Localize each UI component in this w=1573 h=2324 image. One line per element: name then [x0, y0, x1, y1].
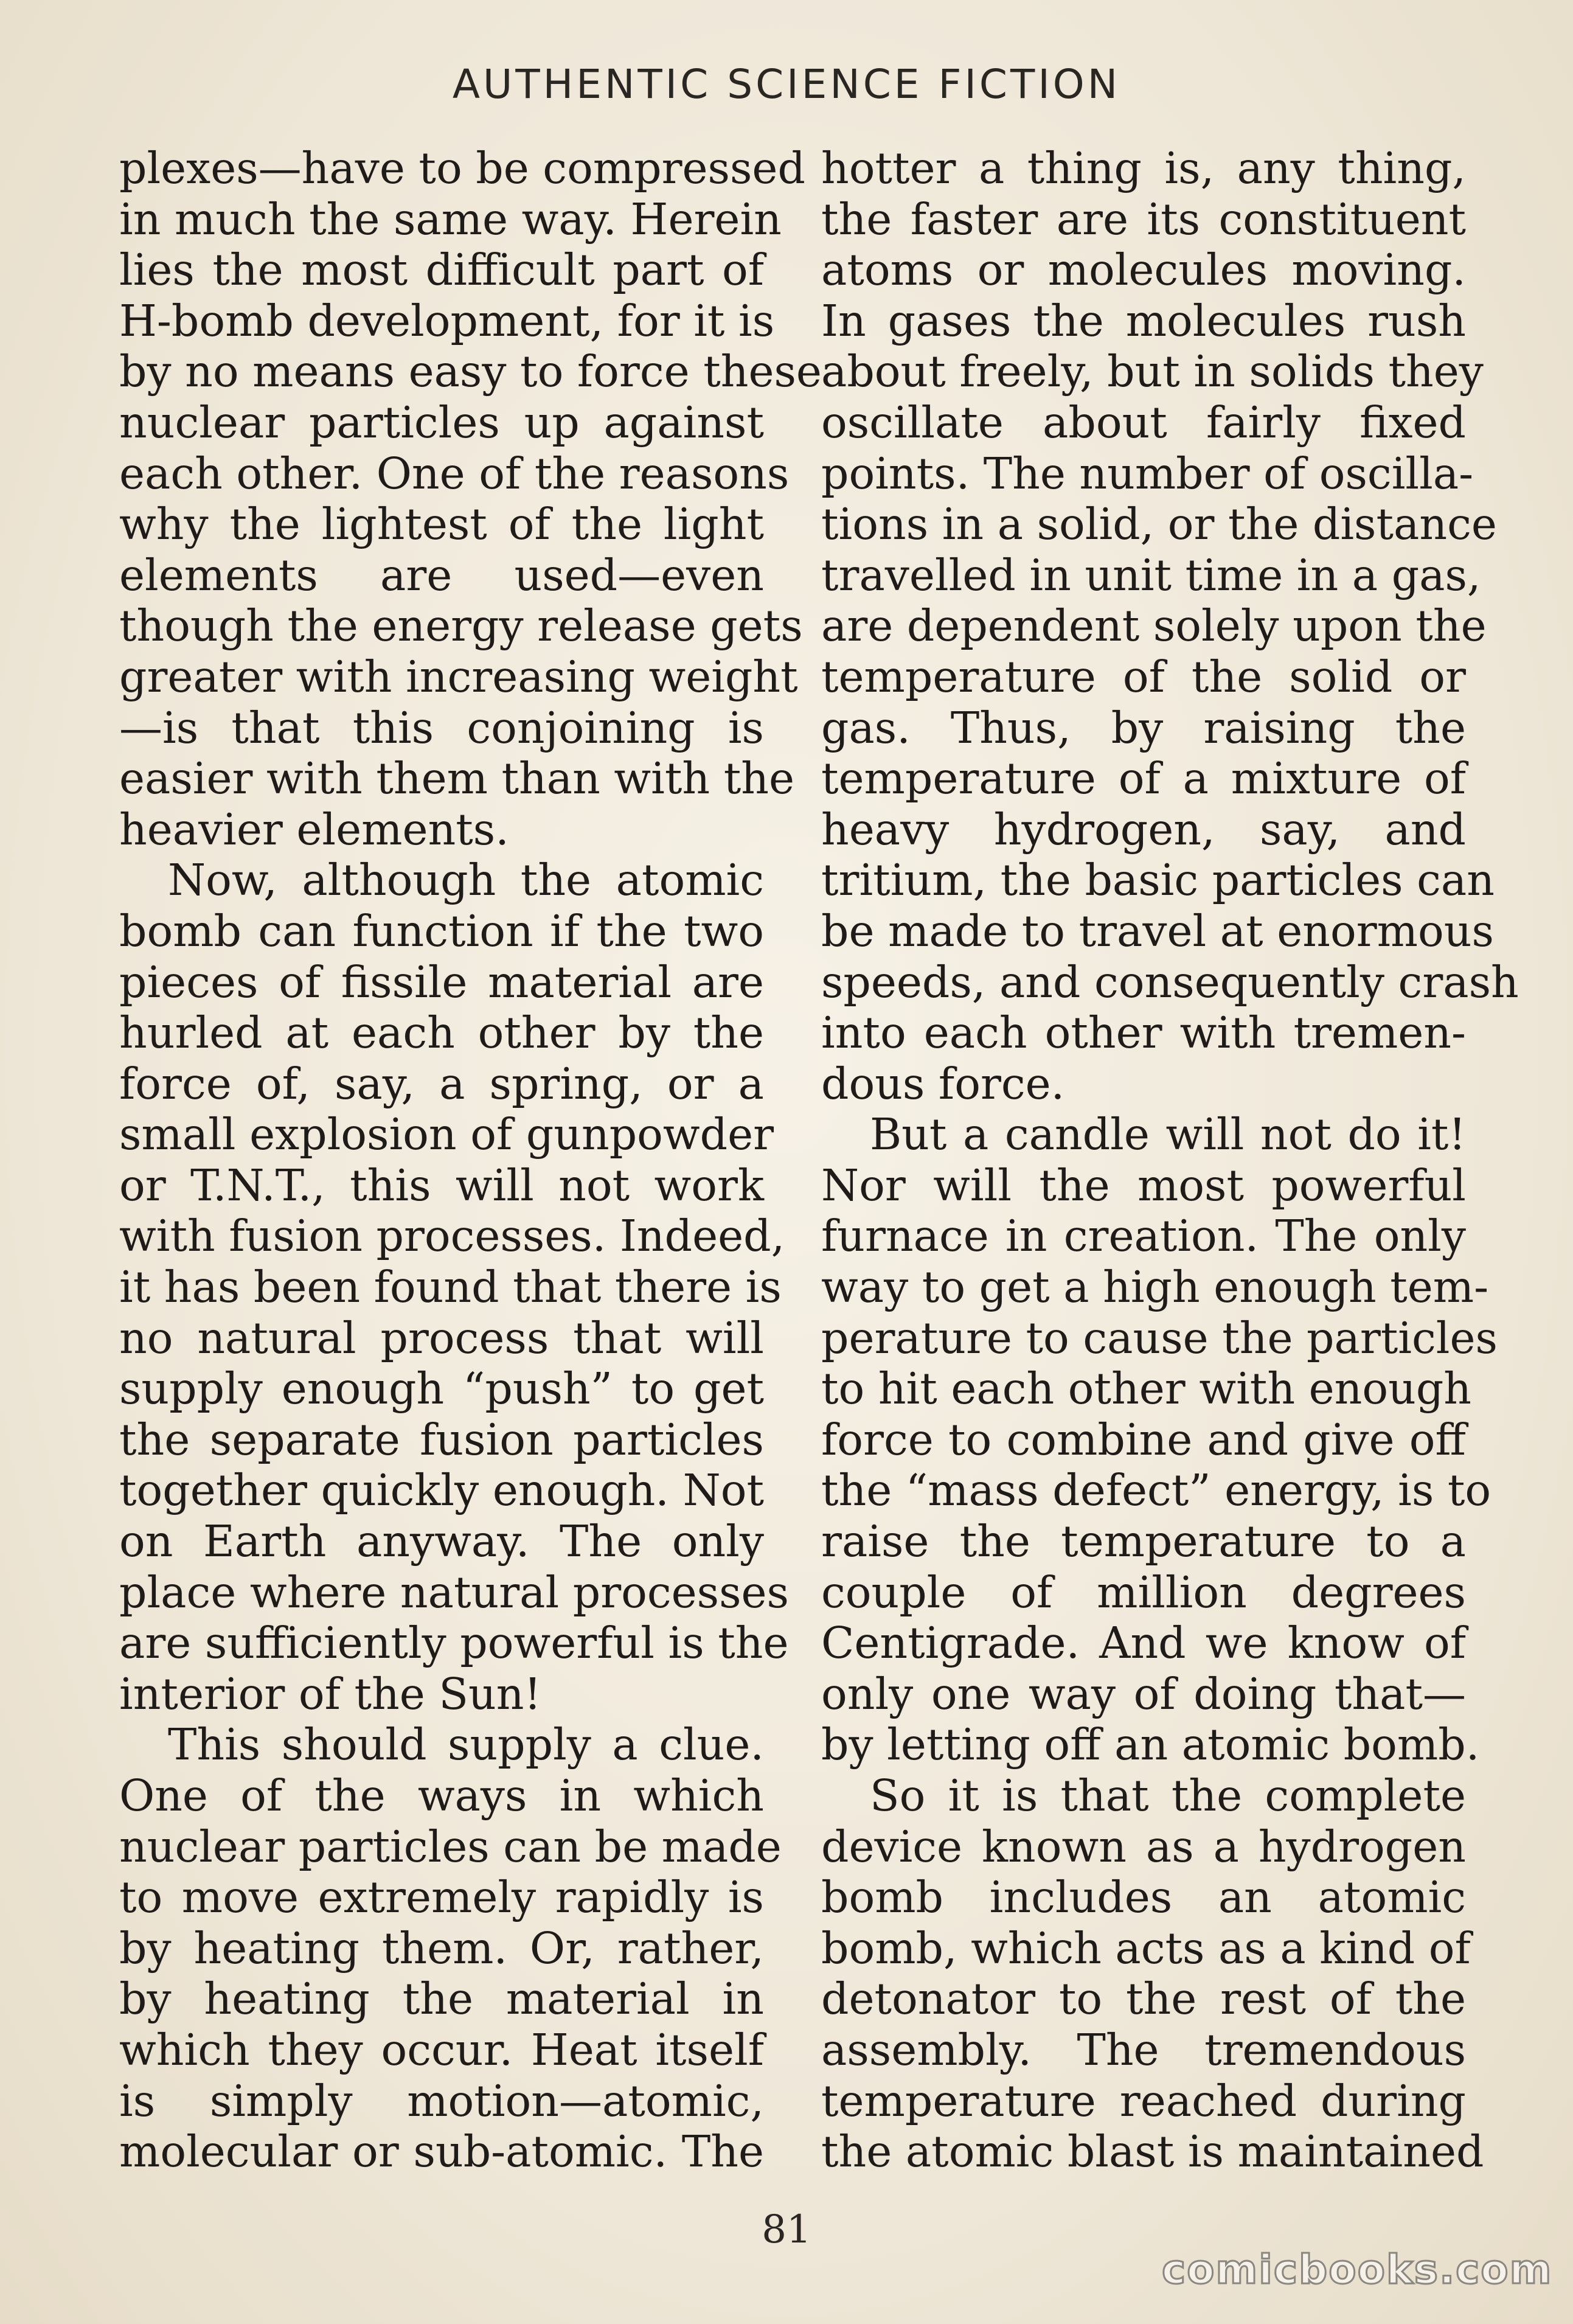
text-line: into each other with tremen- — [821, 1007, 1466, 1059]
text-line: H-bomb development, for it is — [119, 295, 775, 346]
text-line: In gases the molecules rush — [821, 295, 1466, 346]
text-line: device known as a hydrogen — [821, 1821, 1466, 1872]
text-line: way to get a high enough tem- — [821, 1262, 1489, 1313]
text-line: by letting off an atomic bomb. — [821, 1719, 1480, 1770]
right-text-column — [821, 143, 1519, 2177]
text-line: gas. Thus, by raising the — [821, 702, 1466, 753]
text-line: in much the same way. Herein — [119, 193, 782, 245]
text-line: though the energy release gets — [119, 600, 803, 652]
text-line: elements are used—even — [119, 549, 764, 600]
text-line: furnace in creation. The only — [821, 1211, 1466, 1262]
text-line: be made to travel at enormous — [821, 905, 1494, 956]
text-line: the separate fusion particles — [119, 1414, 764, 1465]
text-line: place where natural processes — [119, 1567, 789, 1618]
text-line: bomb can function if the two — [119, 905, 764, 956]
text-line: pieces of fissile material are — [119, 956, 764, 1007]
text-line: plexes—have to be compressed — [119, 143, 805, 193]
text-line: lies the most difficult part of — [119, 245, 764, 296]
text-line: interior of the Sun! — [119, 1668, 541, 1719]
text-line: So it is that the complete — [870, 1770, 1466, 1821]
text-line: greater with increasing weight — [119, 651, 798, 702]
text-line: atoms or molecules moving. — [821, 245, 1466, 296]
text-line: by no means easy to force these — [119, 346, 822, 397]
text-line: hotter a thing is, any thing, — [821, 143, 1466, 193]
text-line: temperature reached during — [821, 2075, 1466, 2126]
watermark-logo: comicbooks.com — [1162, 2246, 1553, 2293]
text-line: is simply motion—atomic, — [119, 2075, 764, 2126]
text-line: together quickly enough. Not — [119, 1465, 764, 1516]
text-line: Centigrade. And we know of — [821, 1618, 1466, 1669]
text-line: the atomic blast is maintained — [821, 2126, 1484, 2177]
text-line: on Earth anyway. The only — [119, 1516, 764, 1567]
left-text-column — [119, 143, 822, 2177]
text-line: travelled in unit time in a gas, — [821, 549, 1481, 600]
text-line: —is that this conjoining is — [119, 702, 764, 753]
text-line: bomb, which acts as a kind of — [821, 1922, 1471, 1974]
text-line: to move extremely rapidly is — [119, 1872, 764, 1923]
text-line: perature to cause the particles — [821, 1312, 1498, 1363]
text-line: tritium, the basic particles can — [821, 855, 1495, 906]
text-line: the “mass defect” energy, is to — [821, 1465, 1491, 1516]
text-line: Now, although the atomic — [168, 855, 764, 906]
text-line: heavy hydrogen, say, and — [821, 804, 1466, 855]
text-line: speeds, and consequently crash — [821, 956, 1519, 1007]
text-line: dous force. — [821, 1058, 1065, 1109]
text-line: oscillate about fairly fixed — [821, 397, 1466, 448]
text-line: are dependent solely upon the — [821, 600, 1487, 652]
text-line: the faster are its constituent — [821, 193, 1466, 245]
text-line: nuclear particles can be made — [119, 1821, 782, 1872]
text-line: One of the ways in which — [119, 1770, 764, 1821]
text-line: raise the temperature to a — [821, 1516, 1466, 1567]
text-line: easier with them than with the — [119, 753, 794, 804]
text-line: force of, say, a spring, or a — [119, 1058, 764, 1109]
text-line: force to combine and give off — [821, 1414, 1466, 1465]
text-line: heavier elements. — [119, 804, 509, 855]
running-head: AUTHENTIC SCIENCE FICTION — [452, 61, 1121, 108]
text-line: molecular or sub-atomic. The — [119, 2126, 764, 2177]
text-line: tions in a solid, or the distance — [821, 499, 1497, 550]
text-line: bomb includes an atomic — [821, 1872, 1466, 1923]
text-line: Nor will the most powerful — [821, 1160, 1466, 1211]
text-line: small explosion of gunpowder — [119, 1109, 774, 1160]
text-line: no natural process that will — [119, 1312, 764, 1363]
text-line: detonator to the rest of the — [821, 1974, 1466, 2025]
text-line: assembly. The tremendous — [821, 2024, 1466, 2075]
text-line: only one way of doing that— — [821, 1668, 1466, 1719]
text-line: nuclear particles up against — [119, 397, 764, 448]
text-line: it has been found that there is — [119, 1262, 782, 1313]
text-line: couple of million degrees — [821, 1567, 1466, 1618]
text-line: supply enough “push” to get — [119, 1363, 764, 1414]
text-line: points. The number of oscilla- — [821, 448, 1474, 499]
text-line: or T.N.T., this will not work — [119, 1160, 764, 1211]
text-line: by heating the material in — [119, 1974, 764, 2025]
text-line: But a candle will not do it! — [870, 1109, 1466, 1160]
text-line: temperature of a mixture of — [821, 753, 1466, 804]
text-line: are sufficiently powerful is the — [119, 1618, 789, 1669]
page-number: 81 — [762, 2207, 811, 2252]
text-line: about freely, but in solids they — [821, 346, 1484, 397]
text-line: hurled at each other by the — [119, 1007, 764, 1059]
text-line: which they occur. Heat itself — [119, 2024, 764, 2075]
text-line: why the lightest of the light — [119, 499, 764, 550]
text-line: with fusion processes. Indeed, — [119, 1211, 785, 1262]
text-line: to hit each other with enough — [821, 1363, 1472, 1414]
text-line: each other. One of the reasons — [119, 448, 790, 499]
text-line: temperature of the solid or — [821, 651, 1466, 702]
text-line: by heating them. Or, rather, — [119, 1922, 764, 1974]
text-line: This should supply a clue. — [168, 1719, 764, 1770]
